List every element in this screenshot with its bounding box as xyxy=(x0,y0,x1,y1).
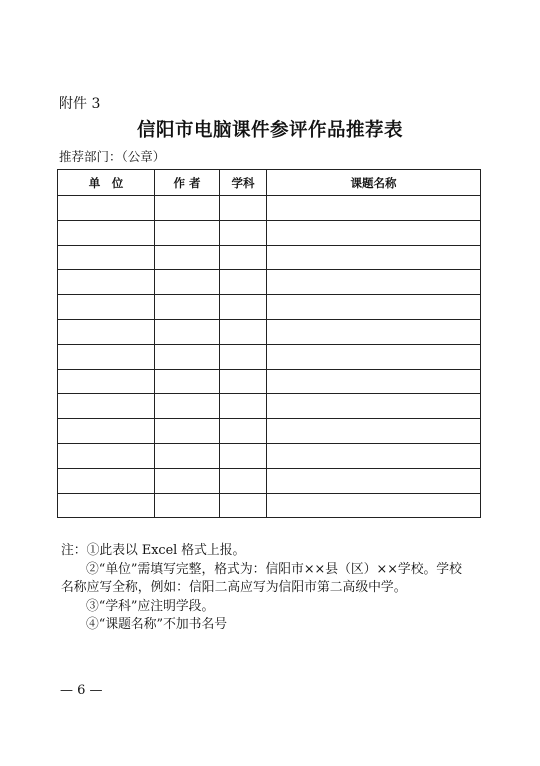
cell-subject[interactable] xyxy=(220,270,267,295)
table-row xyxy=(58,493,481,518)
notes-section xyxy=(61,542,481,635)
note-line-2: ②“单位”需填写完整，格式为：信阳市××县（区）××学校。学校 xyxy=(86,561,462,577)
table-row xyxy=(58,394,481,419)
cell-topic[interactable] xyxy=(267,196,481,221)
cell-subject[interactable] xyxy=(220,493,267,518)
cell-author[interactable] xyxy=(155,369,220,394)
cell-author[interactable] xyxy=(155,295,220,320)
attachment-label: 附件 3 xyxy=(59,96,101,112)
cell-unit[interactable] xyxy=(58,220,155,245)
cell-topic[interactable] xyxy=(267,319,481,344)
cell-subject[interactable] xyxy=(220,394,267,419)
cell-subject[interactable] xyxy=(220,196,267,221)
cell-author[interactable] xyxy=(155,394,220,419)
cell-unit[interactable] xyxy=(58,196,155,221)
recommend-dept-label: 推荐部门：（公章） xyxy=(59,149,166,164)
table-row xyxy=(58,344,481,369)
cell-subject[interactable] xyxy=(220,319,267,344)
table-row xyxy=(58,443,481,468)
table-body xyxy=(58,196,481,518)
header-author: 作 者 xyxy=(155,170,220,196)
cell-unit[interactable] xyxy=(58,493,155,518)
table-row xyxy=(58,319,481,344)
cell-subject[interactable] xyxy=(220,443,267,468)
cell-author[interactable] xyxy=(155,468,220,493)
cell-author[interactable] xyxy=(155,270,220,295)
cell-topic[interactable] xyxy=(267,245,481,270)
cell-unit[interactable] xyxy=(58,295,155,320)
cell-author[interactable] xyxy=(155,245,220,270)
cell-author[interactable] xyxy=(155,220,220,245)
cell-unit[interactable] xyxy=(58,245,155,270)
note-line-1: 注：①此表以 Excel 格式上报。 xyxy=(61,543,246,558)
cell-topic[interactable] xyxy=(267,443,481,468)
cell-unit[interactable] xyxy=(58,344,155,369)
cell-subject[interactable] xyxy=(220,245,267,270)
cell-topic[interactable] xyxy=(267,220,481,245)
cell-topic[interactable] xyxy=(267,369,481,394)
table-row xyxy=(58,245,481,270)
cell-unit[interactable] xyxy=(58,319,155,344)
cell-subject[interactable] xyxy=(220,344,267,369)
table-row xyxy=(58,196,481,221)
table-row xyxy=(58,468,481,493)
header-topic: 课题名称 xyxy=(267,170,481,196)
cell-topic[interactable] xyxy=(267,419,481,444)
table-header-row xyxy=(58,170,481,196)
table-row xyxy=(58,369,481,394)
form-title: 信阳市电脑课件参评作品推荐表 xyxy=(136,120,403,141)
cell-topic[interactable] xyxy=(267,468,481,493)
header-unit: 单 位 xyxy=(58,170,155,196)
cell-unit[interactable] xyxy=(58,468,155,493)
cell-author[interactable] xyxy=(155,493,220,518)
cell-topic[interactable] xyxy=(267,493,481,518)
cell-unit[interactable] xyxy=(58,419,155,444)
cell-topic[interactable] xyxy=(267,394,481,419)
header-subject: 学科 xyxy=(220,170,267,196)
recommendation-table xyxy=(57,169,481,518)
note-line-4: ③“学科”应注明学段。 xyxy=(86,598,215,614)
cell-unit[interactable] xyxy=(58,369,155,394)
cell-subject[interactable] xyxy=(220,419,267,444)
cell-subject[interactable] xyxy=(220,468,267,493)
cell-author[interactable] xyxy=(155,443,220,468)
table-row xyxy=(58,270,481,295)
table-row xyxy=(58,220,481,245)
cell-author[interactable] xyxy=(155,196,220,221)
cell-unit[interactable] xyxy=(58,443,155,468)
table-row xyxy=(58,419,481,444)
cell-subject[interactable] xyxy=(220,295,267,320)
cell-topic[interactable] xyxy=(267,270,481,295)
cell-unit[interactable] xyxy=(58,394,155,419)
cell-author[interactable] xyxy=(155,344,220,369)
note-line-5: ④“课题名称”不加书名号 xyxy=(86,617,228,633)
cell-unit[interactable] xyxy=(58,270,155,295)
cell-subject[interactable] xyxy=(220,220,267,245)
note-line-3: 名称应写全称，例如：信阳二高应写为信阳市第二高级中学。 xyxy=(61,580,407,596)
cell-author[interactable] xyxy=(155,319,220,344)
page-number: — 6 — xyxy=(60,683,103,698)
cell-topic[interactable] xyxy=(267,344,481,369)
table-row xyxy=(58,295,481,320)
cell-author[interactable] xyxy=(155,419,220,444)
cell-topic[interactable] xyxy=(267,295,481,320)
cell-subject[interactable] xyxy=(220,369,267,394)
